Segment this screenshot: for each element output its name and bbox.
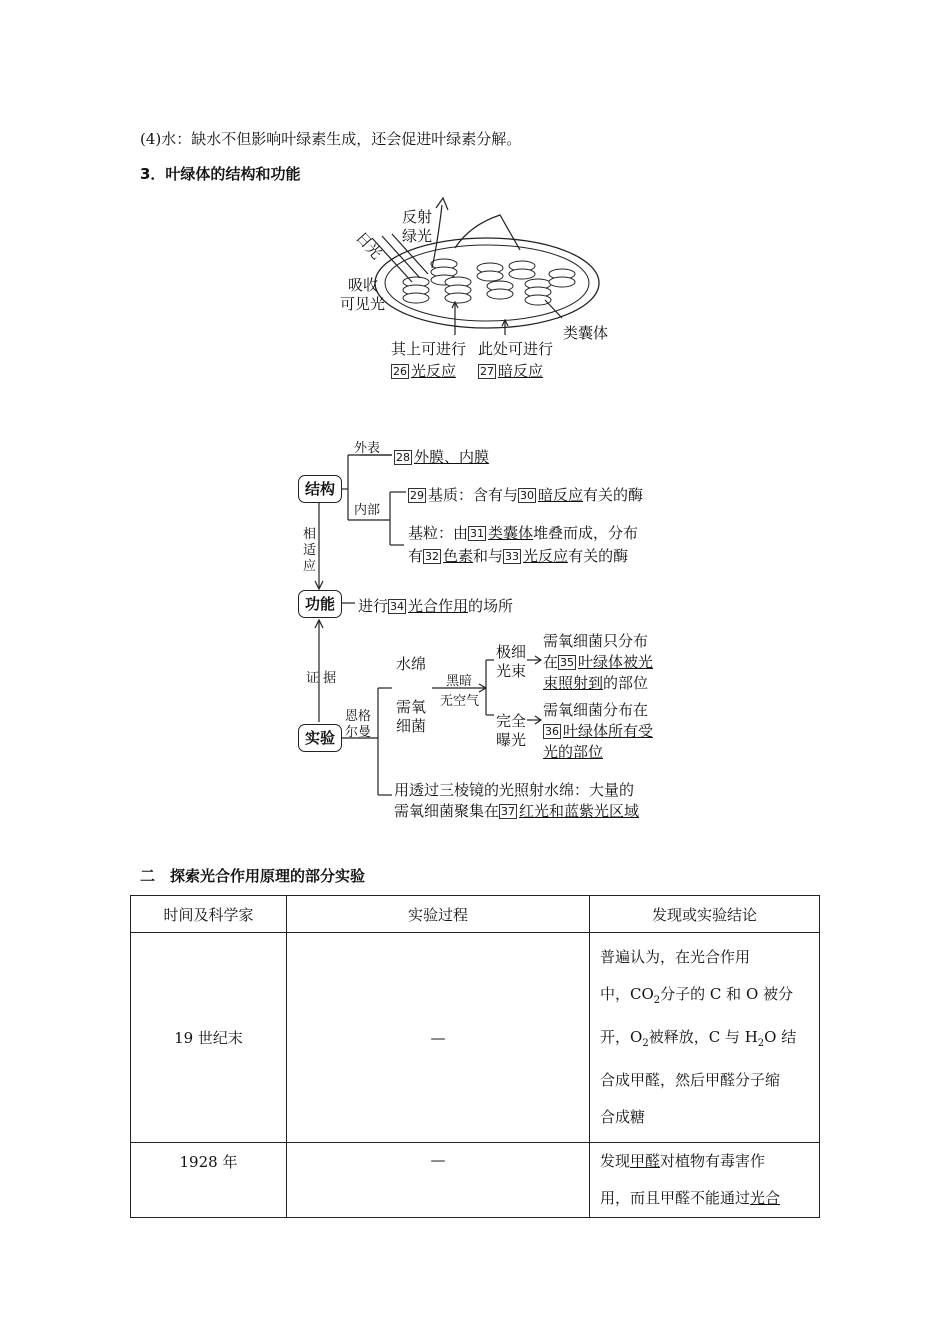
engelmann-2: 尔曼 [345,725,372,740]
blank-number: 31 [470,527,485,540]
blank-number: 27 [480,365,494,378]
aerobic-2: 细菌 [396,717,427,735]
blank-number: 30 [520,489,535,502]
corresponding-3: 应 [303,559,317,574]
outer-label: 外表 [354,441,381,456]
grana-text-1: 基粒：由 31 类囊体堆叠而成，分布 [408,524,639,542]
blank-number: 37 [501,805,516,818]
result-2-line-1: 需氧细菌分布在 [543,701,649,719]
structure-box: 结构 [298,475,342,503]
corresponding-1: 相 [303,527,317,542]
row2-time: 1928 年 [131,1143,287,1218]
result-1-line-2: 在 35 叶绿体被光 [543,653,654,671]
blank-number: 36 [545,725,559,738]
stroma-text: 29 基质：含有与 30 暗反应有关的酶 [410,486,644,504]
engelmann-1: 恩格 [345,709,372,724]
prism-line-2: 需氧细菌聚集在 37 红光和蓝紫光区域 [394,802,640,820]
blank-number: 29 [410,489,424,502]
blank-number: 35 [560,656,575,669]
no-air-label: 无空气 [440,694,480,709]
sunlight-label: 日光 [352,228,386,263]
row1-time: 19 世纪末 [131,933,287,1143]
table-header-row [131,896,820,933]
header-process: 实验过程 [287,896,590,933]
aerobic-1: 需氧 [396,698,427,716]
corresponding-2: 适 [303,543,317,558]
thylakoid-label: 类囊体 [563,324,609,342]
water-paragraph: (4)水：缺水不但影响叶绿素生成，还会促进叶绿素分解。 [140,130,522,148]
function-text: 进行 34 光合作用的场所 [358,597,514,615]
blank-number: 26 [393,365,407,378]
table-row [131,933,820,1143]
blank-number: 33 [505,550,520,563]
blank-number: 28 [396,451,410,464]
spirogyra-label: 水绵 [396,655,427,673]
full-exposure-2: 曝光 [496,731,527,749]
prism-line-1: 用透过三棱镜的光照射水绵：大量的 [394,781,635,799]
result-2-line-3: 光的部位 [543,743,604,761]
reflect-label-2: 绿光 [402,227,433,245]
light-reaction-blank: 26 光反应 [393,362,457,380]
full-exposure-1: 完全 [496,712,527,730]
inner-label: 内部 [354,503,381,518]
reflect-label-1: 反射 [402,208,433,226]
section-heading-2: 二 探索光合作用原理的部分实验 [140,867,366,885]
header-conclusion: 发现或实验结论 [590,896,820,933]
membranes-text: 28 外膜、内膜 [396,448,490,466]
thin-beam-2: 光束 [496,662,527,680]
result-2-line-2: 36 叶绿体所有受 [545,722,654,740]
experiments-table [130,895,820,1218]
row2-process: — [287,1143,590,1218]
row1-conclusion: 普遍认为，在光合作用 中，$CO_2$分子的 C 和 O 被分 开，$O_2$被释放，C 与 $H_2O$ 结 合成甲醛，然后甲醛分子缩 合成糖 [590,933,820,1143]
absorb-label-1: 吸收 [348,276,379,294]
dark-label: 黑暗 [446,674,473,689]
experiment-box: 实验 [298,724,342,752]
row1-process: — [287,933,590,1143]
table-row [131,1143,820,1218]
thin-beam-1: 极细 [496,643,527,661]
result-1-line-1: 需氧细菌只分布 [543,632,649,650]
header-time: 时间及科学家 [131,896,287,933]
blank-number: 34 [390,600,405,613]
blank-number: 32 [425,550,440,563]
absorb-label-2: 可见光 [340,295,386,313]
row2-conclusion: 发现甲醛对植物有毒害作 用，而且甲醛不能通过光合 [590,1143,820,1218]
function-box: 功能 [298,590,342,618]
evidence-label: 证 据 [306,671,337,686]
section-heading-3: 3．叶绿体的结构和功能 [140,165,301,183]
result-1-line-3: 束照射到的部位 [543,674,649,692]
left-note: 其上可进行 [391,340,467,358]
dark-reaction-blank: 27 暗反应 [480,362,544,380]
grana-text-2: 有 32 色素和与 33 光反应有关的酶 [408,547,629,565]
right-note: 此处可进行 [478,340,554,358]
